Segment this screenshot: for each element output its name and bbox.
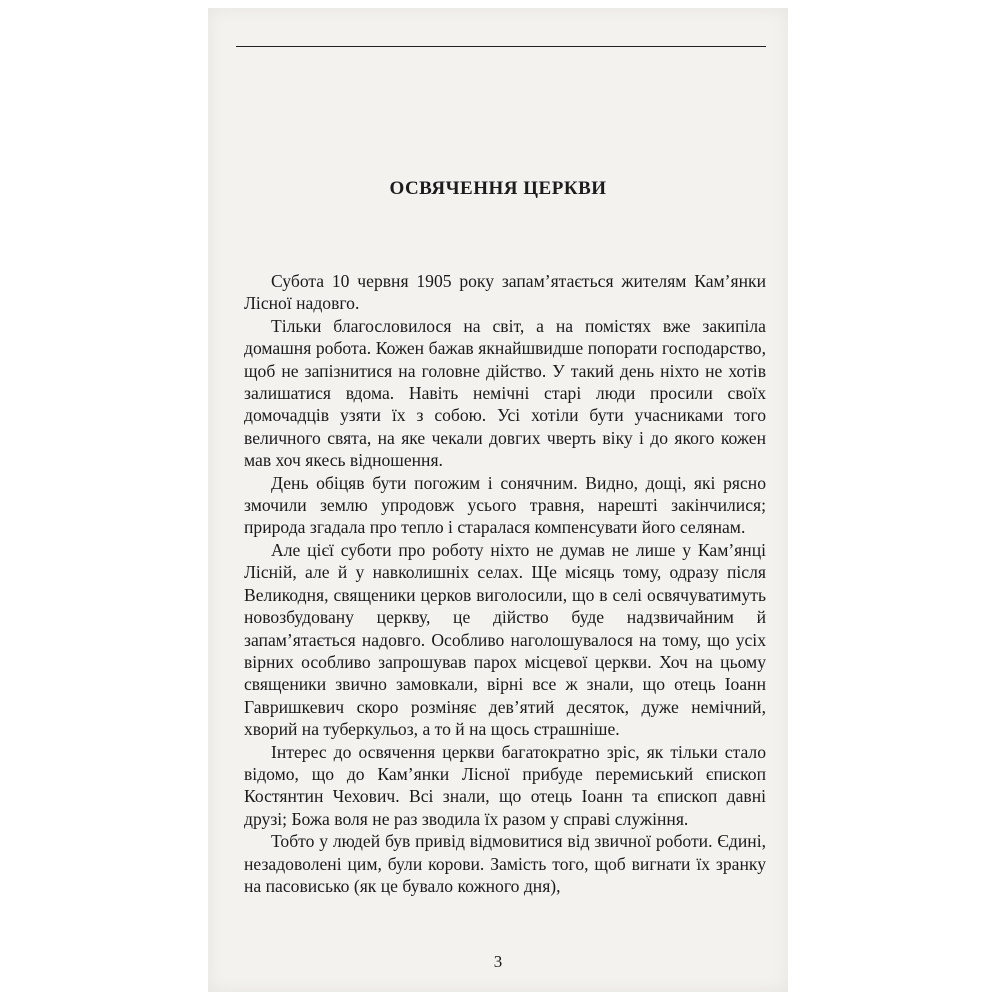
header-rule — [236, 46, 766, 47]
paragraph: Субота 10 червня 1905 року запам’ятається жителям Кам’янки Лісної надовго. — [244, 271, 766, 314]
body-text — [244, 270, 766, 897]
paragraph: Тільки благословилося на світ, а на помістях вже закипіла домашня робота. Кожен бажав якнайшвидше попорати господарство, щоб не запізнитися на головне дійство. У такий день ніхто не хотів залишатися вдома. Навіть немічні старі люди просили своїх домочадців узяти їх з собою. Усі хотіли бути учасниками того величного свята, на яке чекали довгих чверть віку і до якого кожен мав хоч якесь відношення. — [244, 315, 766, 471]
paragraph: Інтерес до освячення церкви багатократно зріс, як тільки стало відомо, що до Кам’янки Лісної прибуде перемиський єпископ Костянтин Чехович. Всі знали, що отець Іоанн та єпископ давні друзі; Божа воля не раз зводила їх разом у справі служіння. — [244, 741, 766, 829]
paragraph: Але цієї суботи про роботу ніхто не думав не лише у Кам’янці Лісній, але й у навколишніх селах. Ще місяць тому, одразу після Великодня, священики церков виголосили, що в селі освячуватимуть новозбудовану церкву, це дійство буде надзвичайним й запам’ятається надовго. Особливо наголошувалося на тому, що усіх вірних особливо запрошував парох місцевої церкви. Хоч на цьому священики звично замовкали, вірні все ж знали, що отець Іоанн Гавришкевич скоро розміняє дев’ятий десяток, дуже немічний, хворий на туберкульоз, а то й на щось страшніше. — [244, 539, 766, 740]
paragraph: День обіцяв бути погожим і сонячним. Видно, дощі, які рясно змочили землю упродовж усього травня, нарешті закінчилися; природа згадала про тепло і старалася компенсувати його селянам. — [244, 472, 766, 538]
chapter-title: ОСВЯЧЕННЯ ЦЕРКВИ — [389, 178, 607, 199]
book-page — [208, 8, 788, 992]
paragraph: Тобто у людей був привід відмовитися від звичної роботи. Єдині, незадоволені цим, були корови. Замість того, щоб вигнати їх зранку на пасовисько (як це бувало кожного дня), — [244, 831, 766, 896]
page-number: 3 — [493, 952, 503, 971]
